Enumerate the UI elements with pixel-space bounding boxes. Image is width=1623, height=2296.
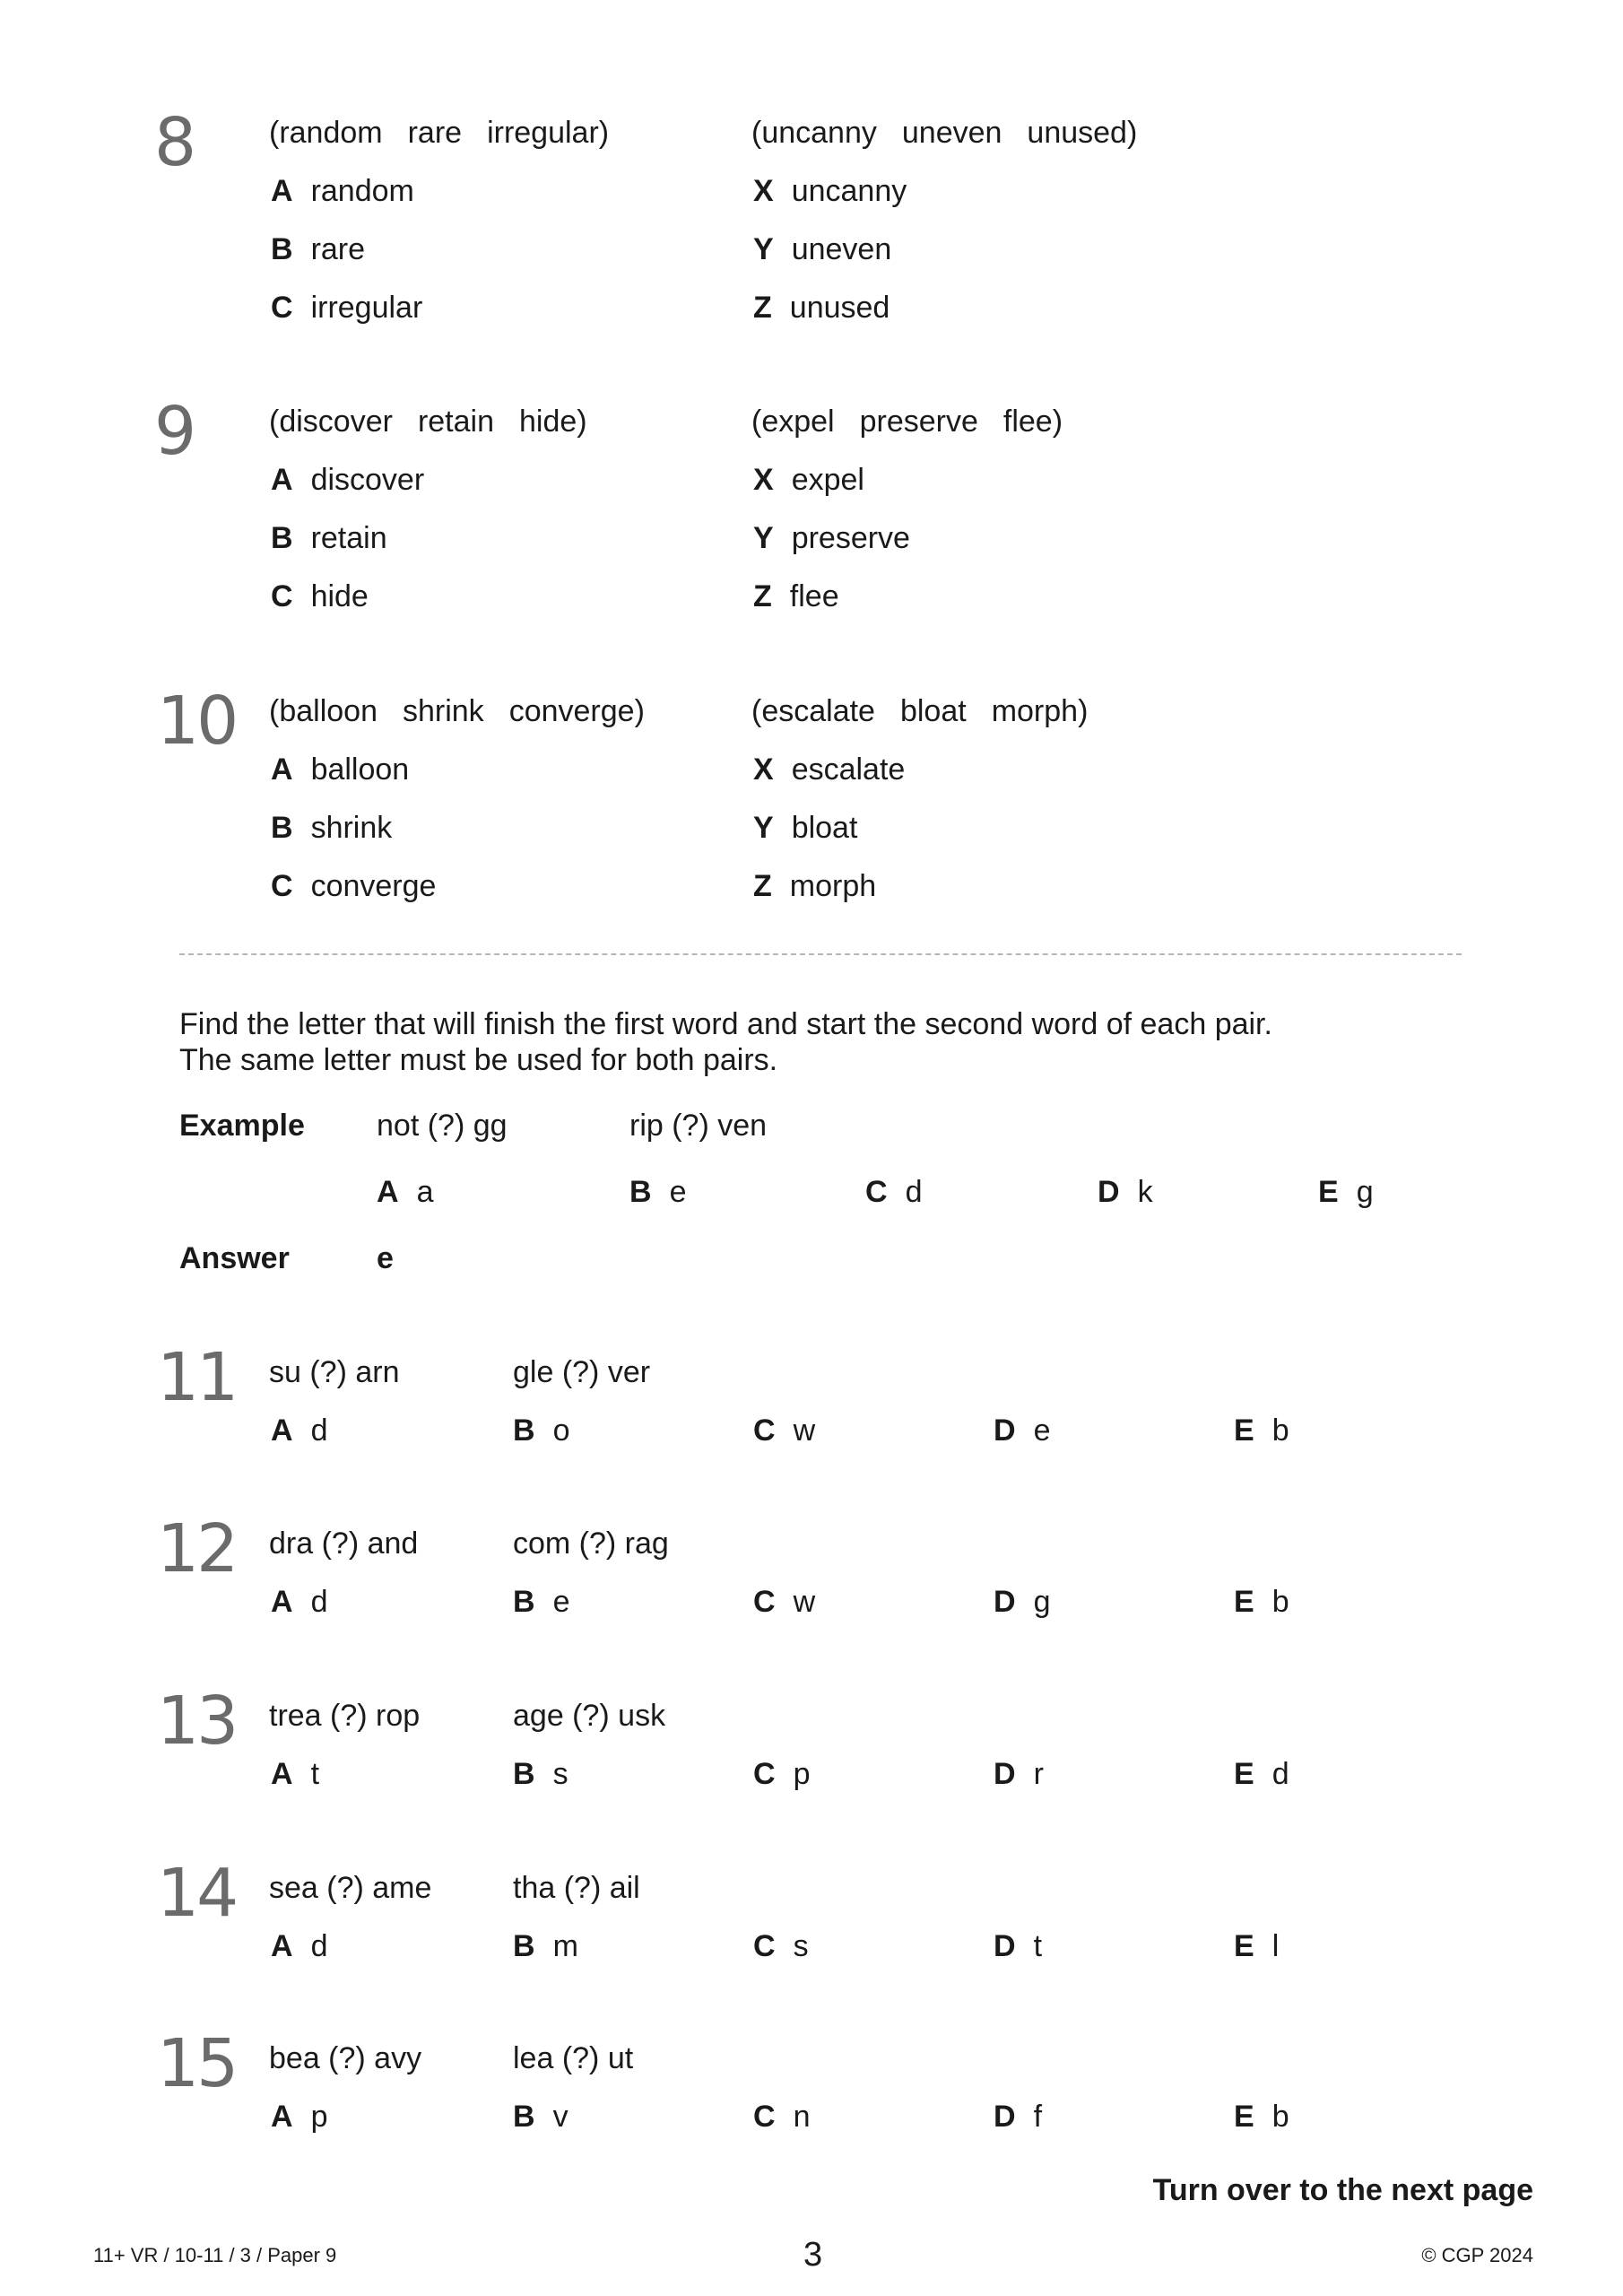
- option-letter: E: [1234, 1413, 1254, 1448]
- example-label: Example: [179, 1109, 305, 1143]
- group-word: flee: [1002, 404, 1053, 439]
- answer-option: [271, 1584, 327, 1620]
- option-text: d: [905, 1175, 923, 1209]
- group-word: hide: [519, 404, 577, 439]
- option-letter: A: [271, 174, 293, 208]
- example-option: [1098, 1174, 1153, 1210]
- group-word: irregular: [487, 116, 599, 150]
- option-right: [753, 462, 864, 498]
- option-letter: B: [513, 2100, 535, 2134]
- option-text: preserve: [791, 521, 910, 555]
- option-letter: B: [629, 1175, 652, 1209]
- option-left: [271, 520, 387, 556]
- option-letter: C: [753, 1413, 776, 1448]
- option-text: d: [310, 1929, 328, 1963]
- word-pair-2: lea (?) ut: [513, 2041, 634, 2075]
- answer-option: [994, 1928, 1042, 1964]
- option-letter: E: [1234, 2100, 1254, 2134]
- option-letter: C: [753, 1757, 776, 1791]
- option-text: irregular: [310, 291, 423, 325]
- group-word: rare: [407, 116, 463, 150]
- close-paren: ): [598, 116, 610, 150]
- answer-option: [513, 1413, 569, 1448]
- option-letter: A: [271, 1757, 293, 1791]
- option-right: [753, 810, 857, 846]
- answer-option: [994, 1584, 1050, 1620]
- group-word: discover: [279, 404, 393, 439]
- section-divider: [179, 953, 1462, 955]
- option-right: [753, 290, 890, 326]
- option-text: converge: [310, 869, 437, 903]
- option-text: uneven: [791, 232, 892, 266]
- option-text: e: [669, 1175, 687, 1209]
- option-letter: A: [271, 1585, 293, 1619]
- close-paren: ): [1078, 694, 1089, 728]
- example-option: [377, 1174, 433, 1210]
- close-paren: ): [1126, 116, 1138, 150]
- open-paren: (: [269, 694, 280, 728]
- option-right: [753, 868, 876, 904]
- question-number: 10: [157, 683, 237, 760]
- option-letter: X: [753, 174, 774, 208]
- option-letter: A: [271, 463, 293, 497]
- question-number: 14: [157, 1855, 237, 1932]
- answer-option: [271, 1413, 327, 1448]
- option-right: [753, 231, 891, 267]
- option-right: [753, 173, 907, 209]
- option-text: s: [552, 1757, 568, 1791]
- open-paren: (: [751, 694, 762, 728]
- word-group-right: [751, 693, 1088, 729]
- option-text: d: [1271, 1757, 1289, 1791]
- option-text: v: [552, 2100, 568, 2134]
- option-text: expel: [791, 463, 864, 497]
- open-paren: (: [751, 404, 762, 439]
- group-word: unused: [1027, 116, 1127, 150]
- option-letter: B: [513, 1585, 535, 1619]
- option-letter: B: [513, 1929, 535, 1963]
- option-letter: Z: [753, 291, 772, 325]
- answer-option: [1234, 1928, 1279, 1964]
- option-text: w: [793, 1413, 816, 1448]
- option-text: s: [793, 1929, 809, 1963]
- option-letter: D: [994, 1929, 1016, 1963]
- answer-option: [271, 1928, 327, 1964]
- option-text: discover: [310, 463, 425, 497]
- option-letter: C: [753, 1585, 776, 1619]
- option-text: e: [552, 1585, 570, 1619]
- option-letter: C: [271, 579, 293, 613]
- option-text: g: [1356, 1175, 1374, 1209]
- option-right: [753, 520, 910, 556]
- option-letter: C: [271, 291, 293, 325]
- group-word: uncanny: [761, 116, 877, 150]
- answer-option: [513, 1584, 569, 1620]
- answer-option: [513, 1928, 578, 1964]
- option-letter: E: [1234, 1929, 1254, 1963]
- option-letter: D: [994, 2100, 1016, 2134]
- word-pair-2: tha (?) ail: [513, 1871, 640, 1905]
- option-letter: A: [271, 2100, 293, 2134]
- word-group-left: [269, 693, 645, 729]
- example-pair-1: not (?) gg: [377, 1109, 508, 1143]
- group-word: converge: [508, 694, 635, 728]
- option-text: flee: [789, 579, 839, 613]
- option-text: uncanny: [791, 174, 907, 208]
- question-number: 11: [157, 1339, 237, 1416]
- question-number: 12: [157, 1510, 237, 1587]
- answer-option: [753, 1756, 810, 1792]
- group-word: uneven: [901, 116, 1002, 150]
- option-letter: Y: [753, 232, 774, 266]
- answer-option: [513, 2099, 568, 2135]
- answer-option: [1234, 1756, 1289, 1792]
- option-letter: C: [271, 869, 293, 903]
- open-paren: (: [269, 116, 280, 150]
- answer-option: [1234, 2099, 1289, 2135]
- option-letter: D: [994, 1413, 1016, 1448]
- word-pair-1: dra (?) and: [269, 1526, 419, 1561]
- option-letter: B: [271, 521, 293, 555]
- example-pair-2: rip (?) ven: [629, 1109, 768, 1143]
- answer-option: [994, 1413, 1050, 1448]
- option-text: b: [1271, 2100, 1289, 2134]
- option-letter: D: [994, 1757, 1016, 1791]
- open-paren: (: [269, 404, 280, 439]
- option-letter: E: [1234, 1757, 1254, 1791]
- answer-option: [513, 1756, 568, 1792]
- option-letter: A: [377, 1175, 399, 1209]
- group-word: shrink: [402, 694, 484, 728]
- option-letter: Z: [753, 869, 772, 903]
- group-word: preserve: [859, 404, 978, 439]
- option-text: k: [1137, 1175, 1153, 1209]
- option-left: [271, 290, 422, 326]
- open-paren: (: [751, 116, 762, 150]
- option-left: [271, 752, 409, 787]
- option-letter: C: [753, 1929, 776, 1963]
- word-group-left: [269, 404, 587, 439]
- close-paren: ): [634, 694, 645, 728]
- option-text: a: [416, 1175, 434, 1209]
- group-word: morph: [991, 694, 1079, 728]
- word-pair-1: sea (?) ame: [269, 1871, 432, 1905]
- option-left: [271, 173, 414, 209]
- page-number: 3: [803, 2236, 823, 2274]
- option-text: r: [1033, 1757, 1044, 1791]
- option-text: p: [793, 1757, 811, 1791]
- option-letter: B: [271, 811, 293, 845]
- group-word: expel: [761, 404, 835, 439]
- answer-option: [271, 2099, 327, 2135]
- answer-value: e: [377, 1241, 394, 1275]
- instructions-line-2: The same letter must be used for both pairs.: [179, 1043, 778, 1077]
- option-text: escalate: [791, 752, 906, 787]
- option-text: hide: [310, 579, 369, 613]
- option-letter: Y: [753, 521, 774, 555]
- word-pair-1: su (?) arn: [269, 1355, 400, 1389]
- option-text: p: [310, 2100, 328, 2134]
- option-text: shrink: [310, 811, 393, 845]
- word-pair-2: com (?) rag: [513, 1526, 669, 1561]
- option-text: e: [1033, 1413, 1051, 1448]
- word-pair-1: bea (?) avy: [269, 2041, 422, 2075]
- option-left: [271, 810, 392, 846]
- option-text: n: [793, 2100, 811, 2134]
- option-letter: C: [865, 1175, 888, 1209]
- answer-option: [753, 1413, 815, 1448]
- answer-option: [753, 2099, 810, 2135]
- option-text: morph: [789, 869, 877, 903]
- answer-option: [994, 2099, 1042, 2135]
- group-word: random: [279, 116, 383, 150]
- answer-option: [1234, 1413, 1289, 1448]
- option-left: [271, 231, 365, 267]
- option-letter: E: [1234, 1585, 1254, 1619]
- group-word: bloat: [899, 694, 967, 728]
- option-text: balloon: [310, 752, 410, 787]
- word-pair-2: age (?) usk: [513, 1699, 666, 1733]
- option-right: [753, 578, 839, 614]
- question-number: 13: [157, 1683, 237, 1760]
- option-text: d: [310, 1413, 328, 1448]
- option-letter: A: [271, 752, 293, 787]
- option-letter: X: [753, 752, 774, 787]
- option-right: [753, 752, 905, 787]
- option-letter: Y: [753, 811, 774, 845]
- option-letter: A: [271, 1413, 293, 1448]
- option-left: [271, 868, 436, 904]
- close-paren: ): [577, 404, 587, 439]
- group-word: escalate: [761, 694, 875, 728]
- option-text: rare: [310, 232, 366, 266]
- option-letter: X: [753, 463, 774, 497]
- option-text: w: [793, 1585, 816, 1619]
- option-text: f: [1033, 2100, 1043, 2134]
- question-number: 8: [154, 104, 195, 181]
- answer-option: [753, 1928, 809, 1964]
- word-pair-1: trea (?) rop: [269, 1699, 421, 1733]
- option-letter: B: [513, 1757, 535, 1791]
- word-group-right: [751, 404, 1063, 439]
- option-text: t: [1033, 1929, 1043, 1963]
- option-text: bloat: [791, 811, 858, 845]
- example-option: [629, 1174, 686, 1210]
- group-word: balloon: [279, 694, 378, 728]
- option-text: g: [1033, 1585, 1051, 1619]
- answer-option: [753, 1584, 815, 1620]
- option-letter: E: [1318, 1175, 1339, 1209]
- word-group-left: [269, 115, 609, 151]
- option-text: m: [552, 1929, 578, 1963]
- answer-option: [271, 1756, 319, 1792]
- group-word: retain: [417, 404, 494, 439]
- answer-option: [994, 1756, 1044, 1792]
- option-text: l: [1271, 1929, 1280, 1963]
- option-text: d: [310, 1585, 328, 1619]
- option-letter: C: [753, 2100, 776, 2134]
- option-text: b: [1271, 1585, 1289, 1619]
- question-number: 15: [157, 2025, 237, 2102]
- turn-over-text: Turn over to the next page: [1152, 2173, 1533, 2207]
- option-text: random: [310, 174, 414, 208]
- option-left: [271, 578, 369, 614]
- instructions-line-1: Find the letter that will finish the first word and start the second word of each pair.: [179, 1007, 1272, 1041]
- option-text: o: [552, 1413, 570, 1448]
- word-pair-2: gle (?) ver: [513, 1355, 651, 1389]
- word-group-right: [751, 115, 1137, 151]
- paper-code: 11+ VR / 10-11 / 3 / Paper 9: [93, 2244, 337, 2266]
- option-letter: B: [271, 232, 293, 266]
- option-left: [271, 462, 424, 498]
- option-letter: D: [994, 1585, 1016, 1619]
- option-text: unused: [789, 291, 890, 325]
- option-letter: D: [1098, 1175, 1120, 1209]
- option-letter: B: [513, 1413, 535, 1448]
- close-paren: ): [1052, 404, 1063, 439]
- option-text: retain: [310, 521, 387, 555]
- option-letter: Z: [753, 579, 772, 613]
- question-number: 9: [154, 393, 195, 470]
- option-letter: A: [271, 1929, 293, 1963]
- example-option: [1318, 1174, 1374, 1210]
- option-text: t: [310, 1757, 320, 1791]
- example-option: [865, 1174, 922, 1210]
- answer-label: Answer: [179, 1241, 290, 1275]
- answer-option: [1234, 1584, 1289, 1620]
- option-text: b: [1271, 1413, 1289, 1448]
- copyright: © CGP 2024: [1421, 2244, 1533, 2266]
